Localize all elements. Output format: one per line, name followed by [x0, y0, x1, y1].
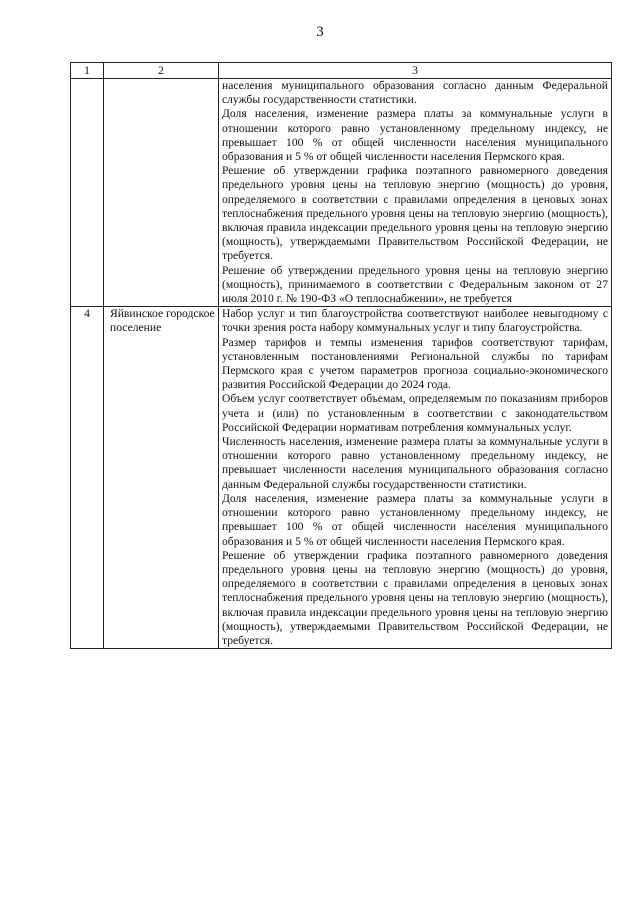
row-number-cell: [71, 79, 104, 307]
paragraph: Численность населения, изменение размера платы за коммунальные услуги в отношении которого равно установленному предельному индексу, не превышает численности населения муниципального образования согласно данным Федеральной службы государственности статистики.: [222, 435, 608, 491]
column-header-3: 3: [219, 63, 612, 79]
paragraph: Объем услуг соответствует объемам, определяемым по показаниям приборов учета и (или) по установленным в соответствии с законодательством Российской Федерации нормативам потребления коммунальных услуг.: [222, 392, 608, 434]
document-table: [70, 62, 612, 649]
row-number-cell: 4: [71, 307, 104, 649]
paragraph: Набор услуг и тип благоустройства соответствуют наиболее невыгодному с точки зрения роста набору коммунальных услуг и типу благоустройства.: [222, 307, 608, 335]
paragraph: Решение об утверждении графика поэтапного равномерного доведения предельного уровня цены на тепловую энергию (мощность) до уровня, определяемого в соответствии с правилами определения в ценовых зонах теплоснабжения предельного уровня цены на тепловую энергию (мощность), включая правила индексации предельного уровня цены на тепловую энергию (мощность), утверждаемыми Правительством Российской Федерации, не требуется.: [222, 164, 608, 263]
column-header-1: 1: [71, 63, 104, 79]
municipality-cell: [104, 79, 219, 307]
paragraph: населения муниципального образования согласно данным Федеральной службы государственности статистики.: [222, 79, 608, 107]
column-header-2: 2: [104, 63, 219, 79]
paragraph: Доля населения, изменение размера платы за коммунальные услуги в отношении которого равно установленному предельному индексу, не превышает 100 % от общей численности населения муниципального образования и 5 % от общей численности населения Пермского края.: [222, 107, 608, 164]
table-header-row: [71, 63, 612, 79]
table-row: [71, 79, 612, 307]
paragraph: Решение об утверждении графика поэтапного равномерного доведения предельного уровня цены на тепловую энергию (мощность) до уровня, определяемого в соответствии с правилами определения в ценовых зонах теплоснабжения предельного уровня цены на тепловую энергию (мощность), включая правила индексации предельного уровня цены на тепловую энергию (мощность), утверждаемыми Правительством Российской Федерации, не требуется.: [222, 548, 608, 647]
description-cell: [219, 307, 612, 649]
paragraph: Решение об утверждении предельного уровня цены на тепловую энергию (мощность), принимаемого в соответствии с Федеральным законом от 27 июля 2010 г. № 190-ФЗ «О теплоснабжении», не требуется: [222, 263, 608, 306]
paragraph: Размер тарифов и темпы изменения тарифов соответствуют тарифам, установленным постановлениями Региональной службы по тарифам Пермского края с учетом параметров прогноза социально-экономического развития Российской Федерации до 2024 года.: [222, 335, 608, 392]
paragraph: Доля населения, изменение размера платы за коммунальные услуги в отношении которого равно установленному предельному индексу, не превышает 100 % от общей численности населения муниципального образования и 5 % от общей численности населения Пермского края.: [222, 491, 608, 548]
municipality-cell: Яйвинское городское поселение: [104, 307, 219, 649]
table-row: [71, 307, 612, 649]
description-cell: [219, 79, 612, 307]
page-number: 3: [316, 24, 324, 40]
